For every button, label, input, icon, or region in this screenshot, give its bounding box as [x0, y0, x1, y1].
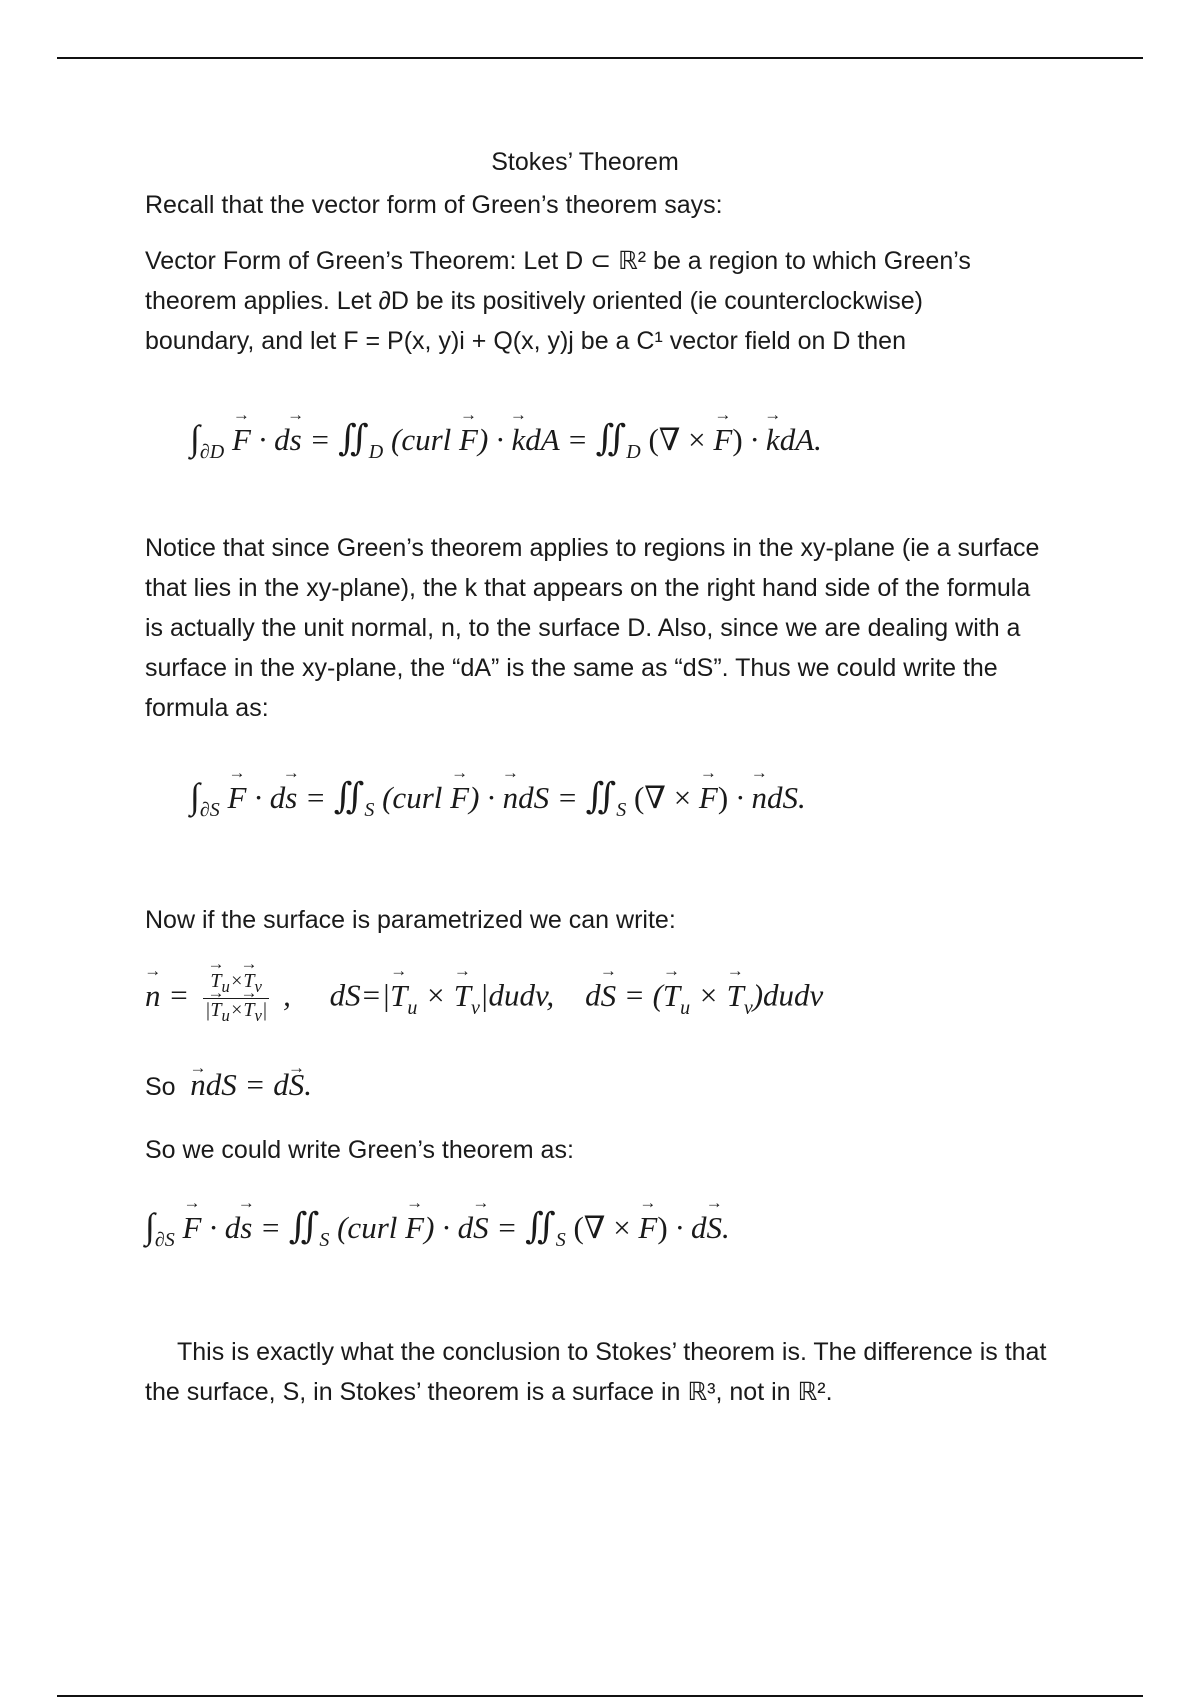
notice-line-5: formula as: — [145, 694, 269, 722]
notice-line-3: is actually the unit normal, n, to the surface D. Also, since we are dealing with a — [145, 614, 1021, 642]
green-statement-line-2: theorem applies. Let ∂D be its positively oriented (ie counterclockwise) — [145, 287, 923, 315]
conclusion-line-2: the surface, S, in Stokes’ theorem is a surface in ℝ³, not in ℝ². — [145, 1378, 833, 1406]
conclusion-paragraph — [145, 1332, 1085, 1412]
green-formula-equation: $\int_{\partial D} \to F \cdot d\to s$ = $∬_D$ (curl → F) · → kdA = $∬_D$ (∇ × → F) · → kdA. — [190, 417, 822, 459]
green-statement-line-3: boundary, and let F = P(x, y)i + Q(x, y)j be a C¹ vector field on D then — [145, 327, 906, 355]
green-as-paragraph: So we could write Green’s theorem as: — [145, 1136, 574, 1164]
parametrized-intro: Now if the surface is parametrized we can write: — [145, 906, 676, 934]
so-line: So → ndS = d→ S. — [145, 1065, 1085, 1107]
intro-paragraph: Recall that the vector form of Green’s theorem says: — [145, 191, 723, 219]
green-statement-paragraph — [145, 241, 1085, 361]
notice-paragraph — [145, 528, 1085, 728]
document-title: Stokes’ Theorem — [491, 148, 679, 176]
notice-line-4: surface in the xy-plane, the “dA” is the same as “dS”. Thus we could write the — [145, 654, 998, 682]
top-rule — [57, 57, 1143, 59]
notice-line-1: Notice that since Green’s theorem applies to regions in the xy-plane (ie a surface — [145, 534, 1040, 562]
stokes-form-equation: $\int_{\partial S} \to F \cdot d\to s$ = $∬_S$ (curl → $F) \cdot d\to S = ∬_S$ (∇ × → F) · d→ S. — [145, 1205, 730, 1247]
conclusion-line-1: This is exactly what the conclusion to Stokes’ theorem is. The difference is that — [177, 1338, 1047, 1366]
notice-line-2: that lies in the xy-plane), the k that appears on the right hand side of the formula — [145, 574, 1031, 602]
bottom-rule — [57, 1695, 1143, 1697]
unit-normal-fraction: → $\frac{T_u\times\to T_v}{|\to T_u\times\to T_v|}$ — [203, 970, 269, 1027]
surface-formula-equation: $\int_{\partial S} \to F \cdot d\to s$ = $∬_S$ (curl → F) · → ndS = $∬_S$ (∇ × → F) · → ndS. — [190, 775, 806, 817]
parametrized-equations: → n = → $\frac{T_u\times\to T_v}{|\to T_u\times\to T_v|}$ , $dS=|\to T_u$ × → $T_v|dudv$, d→ S = (→ $T_u$ × → $T_v)dudv$ — [145, 970, 823, 1027]
green-statement-line-1: Vector Form of Green’s Theorem: Let D ⊂ ℝ² be a region to which Green’s — [145, 247, 971, 275]
so-label: So — [145, 1073, 176, 1101]
